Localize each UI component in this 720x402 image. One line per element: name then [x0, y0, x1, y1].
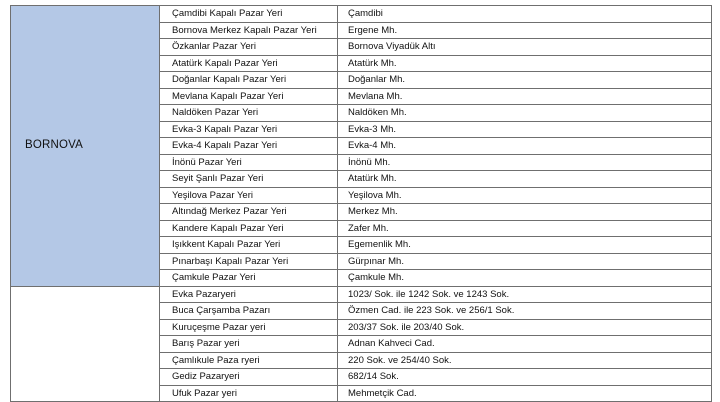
market-name-cell: Evka-3 Kapalı Pazar Yeri: [160, 121, 338, 138]
district-cell: [11, 286, 160, 402]
market-name-cell: Atatürk Kapalı Pazar Yeri: [160, 55, 338, 72]
market-location-cell: Mevlana Mh.: [338, 88, 712, 105]
market-location-cell: Özmen Cad. ile 223 Sok. ve 256/1 Sok.: [338, 303, 712, 320]
market-location-cell: Merkez Mh.: [338, 204, 712, 221]
market-location-cell: Atatürk Mh.: [338, 55, 712, 72]
market-location-cell: İnönü Mh.: [338, 154, 712, 171]
market-name-cell: Gediz Pazaryeri: [160, 369, 338, 386]
market-location-cell: 682/14 Sok.: [338, 369, 712, 386]
market-location-cell: Gürpınar Mh.: [338, 253, 712, 270]
market-name-cell: Altındağ Merkez Pazar Yeri: [160, 204, 338, 221]
market-location-cell: Çamdibi: [338, 6, 712, 23]
market-location-cell: Evka-4 Mh.: [338, 138, 712, 155]
market-name-cell: İnönü Pazar Yeri: [160, 154, 338, 171]
market-location-cell: 220 Sok. ve 254/40 Sok.: [338, 352, 712, 369]
market-location-cell: Naldöken Mh.: [338, 105, 712, 122]
market-places-table: [10, 5, 712, 402]
market-location-cell: 203/37 Sok. ile 203/40 Sok.: [338, 319, 712, 336]
market-location-cell: Evka-3 Mh.: [338, 121, 712, 138]
market-location-cell: Atatürk Mh.: [338, 171, 712, 188]
market-name-cell: Ufuk Pazar yeri: [160, 385, 338, 402]
market-name-cell: Çamlıkule Paza ryeri: [160, 352, 338, 369]
market-name-cell: Seyit Şanlı Pazar Yeri: [160, 171, 338, 188]
market-name-cell: Özkanlar Pazar Yeri: [160, 39, 338, 56]
market-location-cell: Yeşilova Mh.: [338, 187, 712, 204]
market-location-cell: Egemenlik Mh.: [338, 237, 712, 254]
market-name-cell: Barış Pazar yeri: [160, 336, 338, 353]
market-name-cell: Doğanlar Kapalı Pazar Yeri: [160, 72, 338, 89]
market-name-cell: Evka-4 Kapalı Pazar Yeri: [160, 138, 338, 155]
market-name-cell: Bornova Merkez Kapalı Pazar Yeri: [160, 22, 338, 39]
market-name-cell: Kuruçeşme Pazar yeri: [160, 319, 338, 336]
table-row: [11, 6, 712, 23]
market-name-cell: Mevlana Kapalı Pazar Yeri: [160, 88, 338, 105]
market-name-cell: Yeşilova Pazar Yeri: [160, 187, 338, 204]
market-name-cell: Kandere Kapalı Pazar Yeri: [160, 220, 338, 237]
market-name-cell: Naldöken Pazar Yeri: [160, 105, 338, 122]
market-location-cell: Çamkule Mh.: [338, 270, 712, 287]
market-location-cell: Adnan Kahveci Cad.: [338, 336, 712, 353]
market-name-cell: Çamkule Pazar Yeri: [160, 270, 338, 287]
market-location-cell: 1023/ Sok. ile 1242 Sok. ve 1243 Sok.: [338, 286, 712, 303]
market-location-cell: Zafer Mh.: [338, 220, 712, 237]
market-location-cell: Doğanlar Mh.: [338, 72, 712, 89]
market-name-cell: Pınarbaşı Kapalı Pazar Yeri: [160, 253, 338, 270]
market-name-cell: Işıkkent Kapalı Pazar Yeri: [160, 237, 338, 254]
market-location-cell: Bornova Viyadük Altı: [338, 39, 712, 56]
district-cell: BORNOVA: [11, 6, 160, 287]
market-name-cell: Evka Pazaryeri: [160, 286, 338, 303]
market-name-cell: Çamdibi Kapalı Pazar Yeri: [160, 6, 338, 23]
market-location-cell: Mehmetçik Cad.: [338, 385, 712, 402]
table-row: [11, 286, 712, 303]
market-name-cell: Buca Çarşamba Pazarı: [160, 303, 338, 320]
market-places-table-body: [11, 6, 712, 402]
market-location-cell: Ergene Mh.: [338, 22, 712, 39]
